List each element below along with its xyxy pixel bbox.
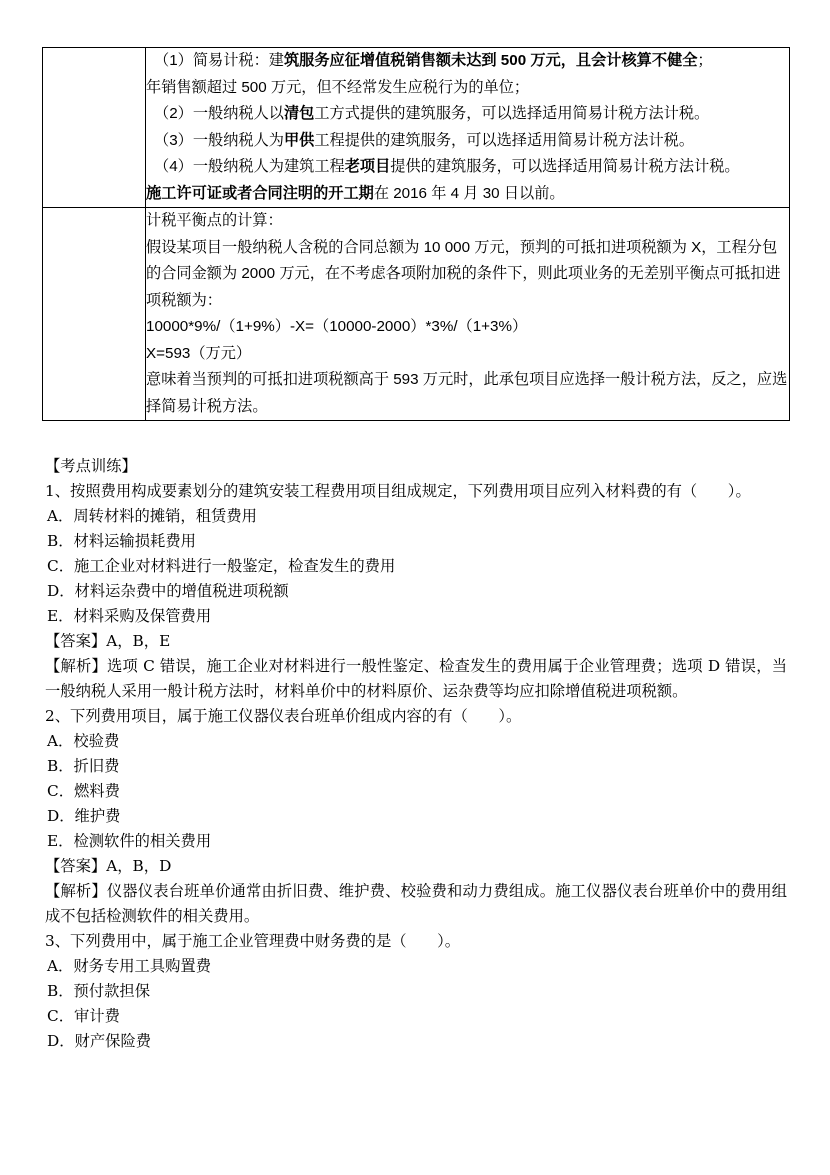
option-e: E．检测软件的相关费用 [47,832,212,850]
table-row [43,48,790,208]
text-line: （3）一般纳税人为甲供工程提供的建筑服务，可以选择适用简易计税方法计税。 [154,131,695,149]
analysis-paragraph: 【解析】仪器仪表台班单价通常由折旧费、维护费、校验费和动力费组成。施工仪器仪表台班单价中的费用组成不包括检测软件的相关费用。 [45,882,787,925]
text-line: 年销售额超过 500 万元，但不经常发生应税行为的单位； [146,78,530,96]
section-title: 【考点训练】 [45,457,137,475]
result-line: X=593（万元） [146,344,252,362]
text-line: （1）简易计税：建筑服务应征增值税销售额未达到 500 万元，且会计核算不健全； [154,52,713,69]
option-d: D．材料运杂费中的增值税进项税额 [47,582,289,600]
option-a: A．财务专用工具购置费 [47,957,212,975]
option-e: E．材料采购及保管费用 [47,607,212,625]
text-paragraph: 假设某项目一般纳税人含税的合同总额为 10 000 万元，预判的可抵扣进项税额为 X，工程分包的合同金额为 2000 万元，在不考虑各项附加税的条件下，则此项业务的无差别平衡点可抵扣进项税额为： [146,238,781,309]
balance-point-cell [146,208,790,421]
option-b: B．材料运输损耗费用 [47,532,196,550]
text-line: （2）一般纳税人以清包工方式提供的建筑服务，可以选择适用简易计税方法计税。 [154,105,710,122]
practice-section [45,454,787,1054]
question-stem: 2、下列费用项目，属于施工仪器仪表台班单价组成内容的有（ ）。 [45,707,522,725]
option-c: C．施工企业对材料进行一般鉴定，检查发生的费用 [47,557,396,575]
answer-line: 【答案】A，B，E [45,632,171,650]
tax-method-table [42,47,790,421]
option-b: B．预付款担保 [47,982,151,1000]
option-c: C．燃料费 [47,782,120,800]
text-line: 施工许可证或者合同注明的开工期在 2016 年 4 月 30 日以前。 [146,184,565,202]
formula-line: 10000*9%/（1+9%）-X=（10000-2000）*3%/（1+3%） [146,318,528,335]
simplified-tax-cell [146,48,790,208]
table-left-cell [43,208,146,421]
analysis-paragraph: 【解析】选项 C 错误，施工企业对材料进行一般性鉴定、检查发生的费用属于企业管理费；选项 D 错误，当一般纳税人采用一般计税方法时，材料单价中的材料原价、运杂费等均应扣除增值税进项税额。 [45,657,787,700]
table-row [43,208,790,421]
question-stem: 3、下列费用中，属于施工企业管理费中财务费的是（ ）。 [45,932,461,950]
option-d: D．维护费 [47,807,121,825]
option-a: A．周转材料的摊销，租赁费用 [47,507,257,525]
answer-line: 【答案】A，B，D [45,857,172,875]
question-stem: 1、按照费用构成要素划分的建筑安装工程费用项目组成规定，下列费用项目应列入材料费的有（ ）。 [45,482,751,500]
option-d: D．财产保险费 [47,1032,152,1050]
text-line: 计税平衡点的计算： [146,212,283,229]
option-c: C．审计费 [47,1007,120,1025]
table-left-cell [43,48,146,208]
text-line: （4）一般纳税人为建筑工程老项目提供的建筑服务，可以选择适用简易计税方法计税。 [154,158,740,175]
option-b: B．折旧费 [47,757,120,775]
text-paragraph: 意味着当预判的可抵扣进项税额高于 593 万元时，此承包项目应选择一般计税方法，反之，应选择简易计税方法。 [146,371,788,415]
option-a: A．校验费 [47,732,120,750]
